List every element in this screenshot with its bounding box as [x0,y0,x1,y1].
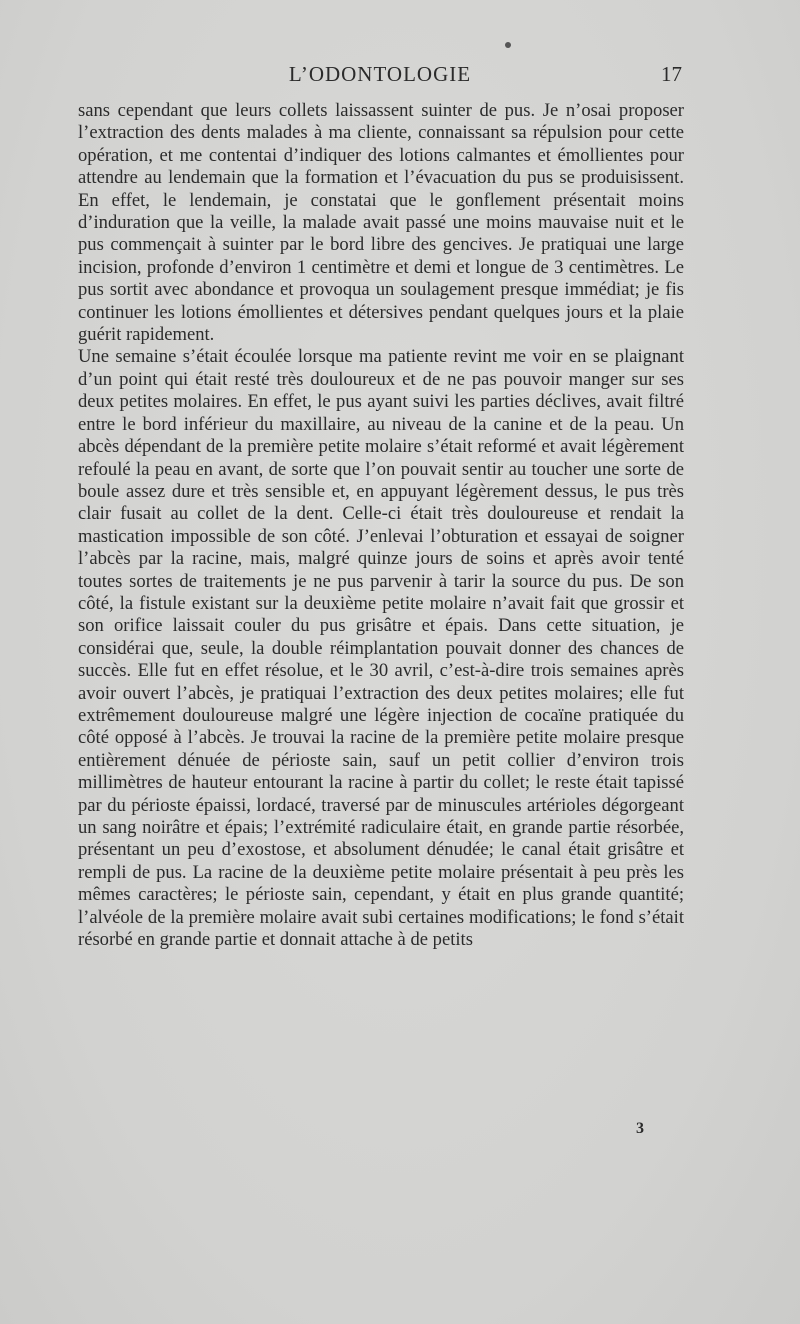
signature-mark: 3 [636,1120,644,1137]
page-number: 17 [661,62,682,86]
paragraph-1: sans cependant que leurs collets laissassent suinter de pus. Je n’osai proposer l’extraction des dents malades à ma cliente, connaissant sa répulsion pour cette opération, et me contentai d’indiquer des lotions calmantes et émollientes pour attendre au lendemain que la formation et l’évacuation du pus se produisissent. En effet, le lendemain, je constatai que le gonflement présentait moins d’induration que la veille, la malade avait passé une moins mauvaise nuit et le pus commençait à suinter par le bord libre des gencives. Je pratiquai une large incision, profonde d’environ 1 centimètre et demi et longue de 3 centimètres. Le pus sortit avec abondance et provoqua un soulagement presque immédiat; je fis continuer les lotions émollientes et détersives pendant quelques jours et la plaie guérit rapidement. [78,100,684,346]
paragraph-2: Une semaine s’était écoulée lorsque ma patiente revint me voir en se plaignant d’un point qui était resté très douloureux et de ne pas pouvoir manger sur ses deux petites molaires. En effet, le pus ayant suivi les parties déclives, avait filtré entre le bord inférieur du maxillaire, au niveau de la canine et de la peau. Un abcès dépendant de la première petite molaire s’était reformé et avait légèrement refoulé la peau en avant, de sorte que l’on pouvait sentir au toucher une sorte de boule assez dure et très sensible et, en appuyant légèrement dessus, le pus très clair fusait au collet de la dent. Celle-ci était très douloureuse et rendait la mastication impossible de son côté. J’enlevai l’obturation et essayai de soigner l’abcès par la racine, mais, malgré quinze jours de soins et après avoir tenté toutes sortes de traitements je ne pus parvenir à tarir la source du pus. De son côté, la fistule existant sur la deuxième petite molaire n’avait fait que grossir et son orifice laissait couler du pus grisâtre et épais. Dans cette situation, je considérai que, seule, la double réimplantation pouvait donner des chances de succès. Elle fut en effet résolue, et le 30 avril, c’est-à-dire trois semaines après avoir ouvert l’abcès, je pratiquai l’extraction des deux petites molaires; elle fut extrêmement douloureuse malgré une légère injection de cocaïne pratiquée du côté opposé à l’abcès. Je trouvai la racine de la première petite molaire presque entièrement dénuée de périoste sain, sauf un petit collier d’environ trois millimètres de hauteur entourant la racine à partir du collet; le reste était tapissé par du périoste épaissi, lordacé, traversé par de minuscules artérioles dégorgeant un sang noirâtre et épais; l’extrémité radiculaire était, en grande partie résorbée, présentant un peu d’exostose, et absolument dénudée; le canal était grisâtre et rempli de pus. La racine de la deuxième petite molaire présentait à peu près les mêmes caractères; le périoste sain, cependant, y était en plus grande quantité; l’alvéole de la première molaire avait subi certaines modifications; le fond s’était résorbé en grande partie et donnait attache à de petits [78,346,684,951]
body-text [78,100,684,951]
page-header [78,62,682,92]
ink-spot [505,42,511,48]
running-title: L’ODONTOLOGIE [288,62,472,86]
